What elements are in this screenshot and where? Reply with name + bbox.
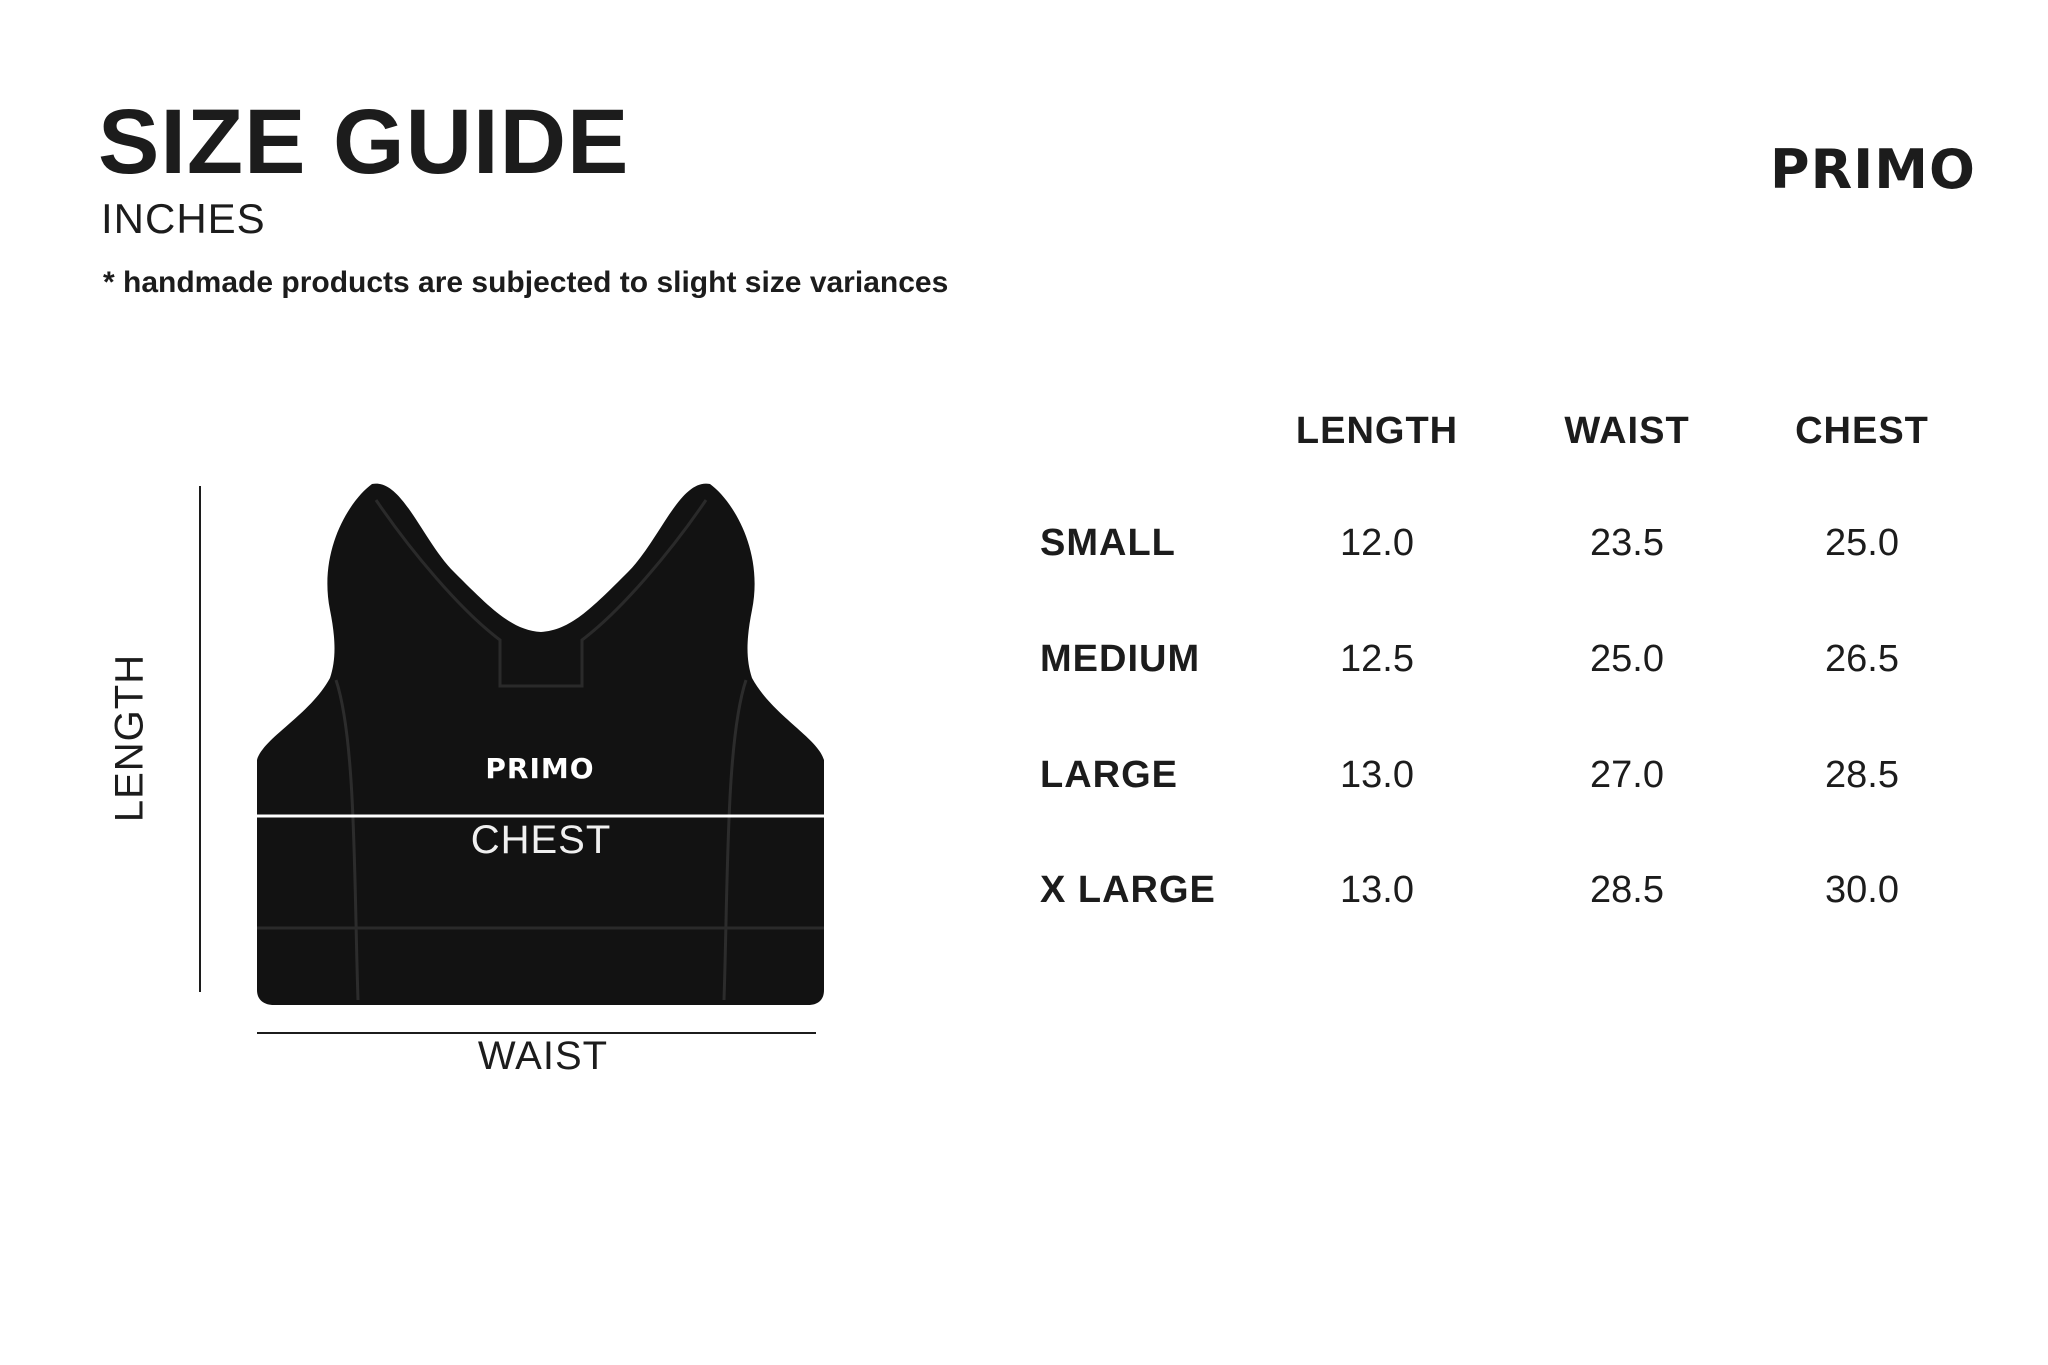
chest-label: CHEST [470, 818, 612, 862]
unit-label: INCHES [101, 195, 266, 242]
cell-large-length: 13.0 [1340, 754, 1414, 796]
cell-large-chest: 28.5 [1825, 754, 1899, 796]
garment-logo: PRIMO [485, 752, 595, 785]
brand-logo-text: PRIMO [1770, 138, 1976, 201]
page-title: SIZE GUIDE [98, 91, 630, 193]
cell-xlarge-waist: 28.5 [1590, 869, 1664, 911]
brand-logo [1770, 138, 1976, 201]
cell-xlarge-chest: 30.0 [1825, 869, 1899, 911]
cell-small-length: 12.0 [1340, 522, 1414, 564]
cell-small-waist: 23.5 [1590, 522, 1664, 564]
column-header-length: LENGTH [1295, 410, 1459, 452]
cell-large-waist: 27.0 [1590, 754, 1664, 796]
cell-small-chest: 25.0 [1825, 522, 1899, 564]
row-label-small: SMALL [1040, 522, 1176, 564]
row-label-medium: MEDIUM [1040, 638, 1201, 680]
length-label: LENGTH [107, 653, 152, 823]
cell-medium-length: 12.5 [1340, 638, 1414, 680]
cell-medium-chest: 26.5 [1825, 638, 1899, 680]
row-label-large: LARGE [1040, 754, 1178, 796]
column-header-chest: CHEST [1795, 410, 1929, 452]
waist-label: WAIST [477, 1034, 609, 1078]
row-label-xlarge: X LARGE [1040, 869, 1216, 911]
cell-medium-waist: 25.0 [1590, 638, 1664, 680]
cell-xlarge-length: 13.0 [1340, 869, 1414, 911]
column-header-waist: WAIST [1564, 410, 1690, 452]
variance-note: * handmade products are subjected to slight size variances [103, 266, 949, 299]
